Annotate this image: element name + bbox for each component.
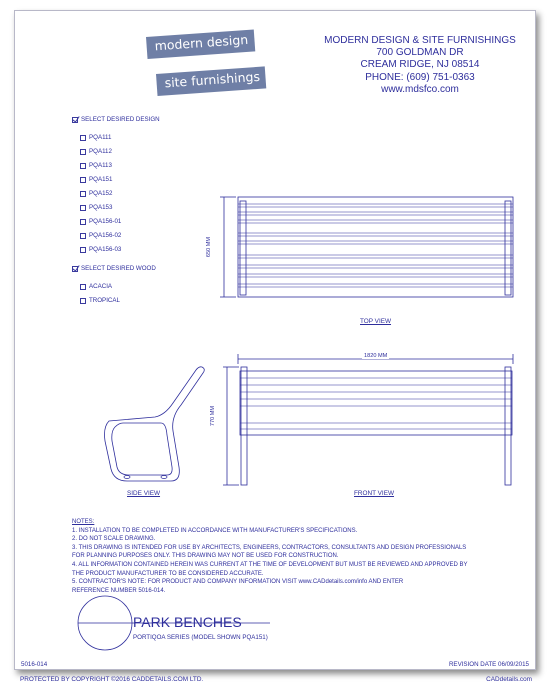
note-line: FOR PLANNING PURPOSES ONLY. THIS DRAWING MAY NOT BE USED FOR CONSTRUCTION. — [72, 553, 339, 560]
side-view-drawing — [105, 367, 205, 481]
design-option-label: PQA152 — [89, 190, 113, 197]
notes-header: NOTES: — [72, 519, 95, 525]
top-depth-dimension: 650 MM — [206, 236, 213, 258]
drawing-subtitle: PORTIQOA SERIES (MODEL SHOWN PQA151) — [133, 634, 268, 641]
design-header-label: SELECT DESIRED DESIGN — [81, 116, 160, 123]
company-phone: PHONE: (609) 751-0363 — [365, 71, 475, 83]
logo-line-1: modern design — [146, 29, 255, 58]
drawing-sheet — [14, 10, 536, 670]
design-option-label: PQA112 — [89, 148, 112, 155]
reference-number: 5016-014 — [21, 661, 48, 668]
front-width-dimension: 1820 MM — [364, 353, 388, 359]
design-option-label: PQA153 — [89, 204, 113, 211]
wood-option-label: TROPICAL — [89, 297, 120, 304]
design-option-label: PQA156-03 — [89, 246, 122, 253]
front-view-drawing — [223, 354, 513, 485]
design-option-label: PQA111 — [89, 134, 112, 141]
drawing-title: PARK BENCHES — [133, 614, 242, 630]
caddetails-link[interactable]: CADdetails.com — [486, 676, 532, 683]
front-view-label: FRONT VIEW — [354, 490, 395, 497]
company-website[interactable]: www.mdsfco.com — [381, 83, 459, 95]
wood-option-label: ACACIA — [89, 283, 113, 290]
revision-date: REVISION DATE 06/09/2015 — [448, 661, 529, 668]
wood-header-label: SELECT DESIRED WOOD — [81, 265, 156, 272]
design-option-label: PQA113 — [89, 162, 112, 169]
note-line: 1. INSTALLATION TO BE COMPLETED IN ACCORDANCE WITH MANUFACTURER'S SPECIFICATIONS. — [72, 527, 358, 534]
front-height-dimension: 770 MM — [210, 405, 217, 427]
top-view-drawing — [220, 197, 513, 297]
design-option-label: PQA156-01 — [89, 218, 122, 225]
note-line: 4. ALL INFORMATION CONTAINED HEREIN WAS CURRENT AT THE TIME OF DEVELOPMENT BUT MUST BE REVIEWED AND APPROVED BY — [72, 561, 468, 568]
top-view-label: TOP VIEW — [360, 318, 392, 325]
note-line: 3. THIS DRAWING IS INTENDED FOR USE BY ARCHITECTS, ENGINEERS, CONTRACTORS, CONSULTANTS AND DESIGN PROFESSIONALS — [72, 544, 467, 551]
note-line: 2. DO NOT SCALE DRAWING. — [72, 536, 156, 543]
company-street: 700 GOLDMAN DR — [376, 47, 464, 59]
note-line: 5. CONTRACTOR'S NOTE: FOR PRODUCT AND COMPANY INFORMATION VISIT www.CADdetails.com/info AND ENTER — [72, 579, 404, 586]
design-option-label: PQA151 — [89, 176, 113, 183]
notes-section — [72, 518, 468, 595]
company-city: CREAM RIDGE, NJ 08514 — [360, 59, 480, 71]
company-name: MODERN DESIGN & SITE FURNISHINGS — [324, 35, 516, 46]
note-line: REFERENCE NUMBER 5016-014. — [72, 587, 166, 594]
logo-line-2: site furnishings — [156, 66, 267, 95]
copyright-notice: PROTECTED BY COPYRIGHT ©2016 CADDETAILS.COM LTD. — [20, 676, 204, 683]
note-line: THE PRODUCT MANUFACTURER TO BE CONSIDERED ACCURATE. — [72, 570, 264, 577]
side-view-label: SIDE VIEW — [127, 490, 161, 497]
design-option-label: PQA156-02 — [89, 232, 122, 239]
